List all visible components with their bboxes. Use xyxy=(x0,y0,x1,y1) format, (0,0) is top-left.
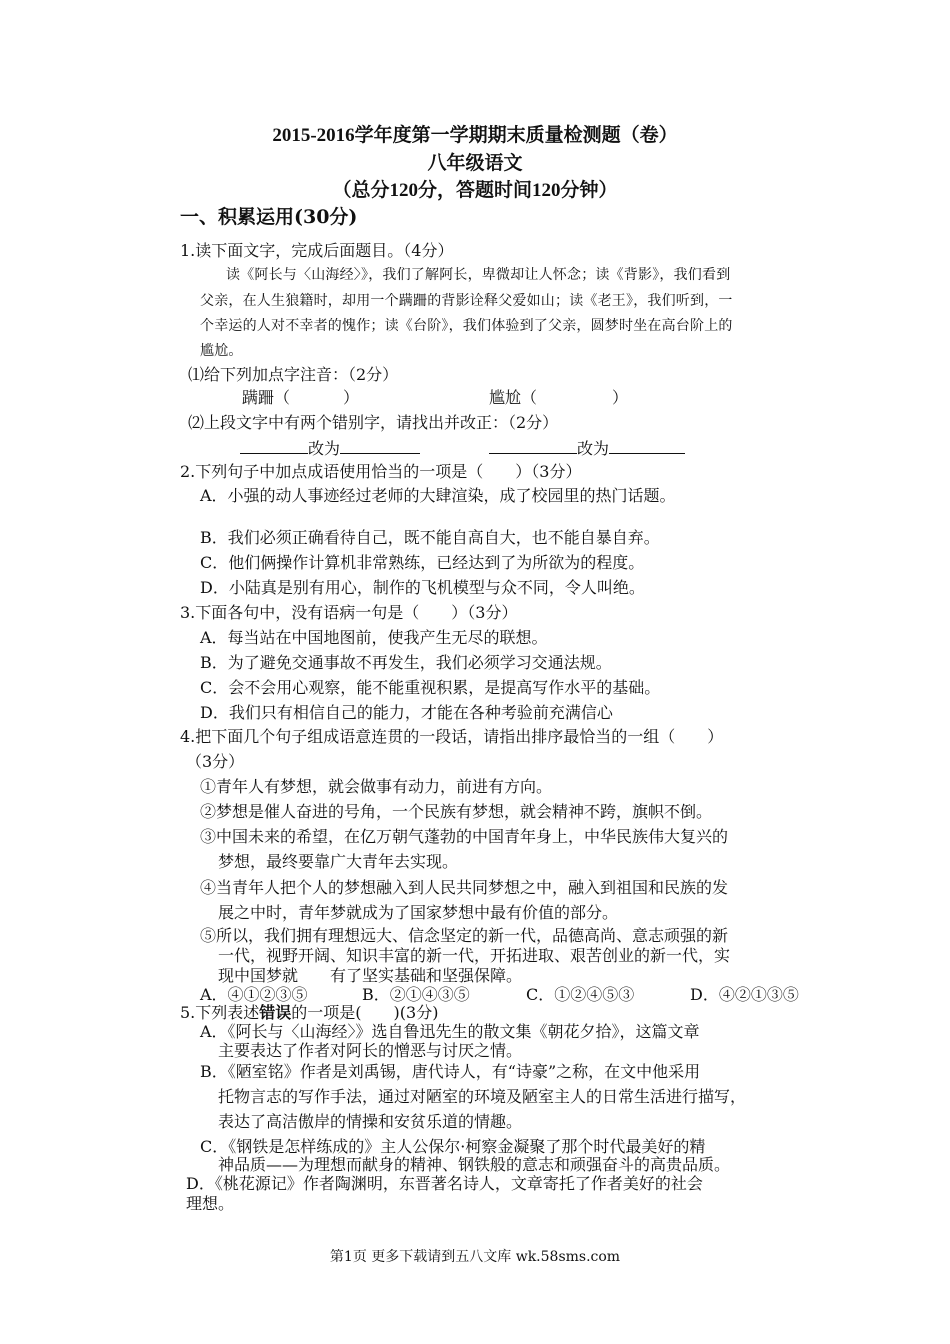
q4-option-a: A．④①②③⑤ xyxy=(200,985,308,1004)
answer-blank[interactable] xyxy=(240,438,308,454)
page-subtitle: 八年级语文 xyxy=(427,153,523,174)
answer-blank[interactable] xyxy=(609,438,685,454)
q4-stem: 4.把下面几个句子组成语意连贯的一段话，请指出排序最恰当的一组（ ） xyxy=(180,727,724,746)
q4-sentence-5-cont: 现中国梦就 有了坚实基础和坚强保障。 xyxy=(218,966,523,985)
q5-option-c: C．《钢铁是怎样练成的》主人公保尔·柯察金凝聚了那个时代最美好的精 xyxy=(200,1137,706,1156)
q5-option-d-cont: 理想。 xyxy=(186,1194,235,1213)
q1-word1: 蹒跚（ xyxy=(242,388,291,407)
exam-note: （总分120分，答题时间120分钟） xyxy=(332,180,618,201)
q1-word2: 尴尬（ xyxy=(489,388,538,407)
q1-sub1: ⑴给下列加点字注音：（2分） xyxy=(188,365,399,384)
q5-option-a: A．《阿长与〈山海经〉》选自鲁迅先生的散文集《朝花夕拾》，这篇文章 xyxy=(200,1022,700,1041)
page-title: 2015-2016学年度第一学期期末质量检测题（卷） xyxy=(272,125,678,146)
q1-sub2: ⑵上段文字中有两个错别字，请找出并改正：（2分） xyxy=(188,413,559,432)
q2-option-c: C．他们俩操作计算机非常熟练，已经达到了为所欲为的程度。 xyxy=(200,553,645,572)
q1-stem: 1.读下面文字，完成后面题目。（4分） xyxy=(180,241,454,260)
q5-option-d: D．《桃花源记》作者陶渊明，东晋著名诗人，文章寄托了作者美好的社会 xyxy=(186,1174,703,1193)
q5-option-b-cont: 托物言志的写作手法，通过对陋室的环境及陋室主人的日常生活进行描写， xyxy=(218,1087,747,1106)
q1-paren1: ） xyxy=(343,388,360,407)
answer-blank[interactable] xyxy=(340,438,420,454)
section-heading: 一、积累运用(30分) xyxy=(180,206,358,228)
q4-option-b: B．②①④③⑤ xyxy=(362,985,470,1004)
q2-option-a: A．小强的动人事迹经过老师的大肆渲染，成了校园里的热门话题。 xyxy=(200,486,676,505)
q4-sentence-1: ①青年人有梦想，就会做事有动力，前进有方向。 xyxy=(200,777,553,796)
q1-correction-row-2 xyxy=(489,438,685,459)
q5-option-c-cont: 神品质——为理想而献身的精神、钢铁般的意志和顽强奋斗的高贵品质。 xyxy=(218,1155,731,1174)
q3-stem: 3.下面各句中，没有语病一句是（ ）（3分） xyxy=(180,603,518,622)
q3-option-b: B．为了避免交通事故不再发生，我们必须学习交通法规。 xyxy=(200,653,612,672)
answer-blank[interactable] xyxy=(489,438,577,454)
q1-passage-line: 父亲，在人生狼籍时，却用一个蹒跚的背影诠释父爱如山；读《老王》，我们听到，一 xyxy=(200,293,733,309)
change-label: 改为 xyxy=(308,439,341,458)
q2-stem: 2.下列句子中加点成语使用恰当的一项是（ ）（3分） xyxy=(180,462,582,481)
q3-option-a: A．每当站在中国地图前，使我产生无尽的联想。 xyxy=(200,628,548,647)
q2-option-d: D．小陆真是别有用心，制作的飞机模型与众不同，令人叫绝。 xyxy=(200,578,645,597)
q4-sentence-5-cont: 一代，视野开阔、知识丰富的新一代，开拓进取、艰苦创业的新一代，实 xyxy=(218,946,731,965)
page-footer: 第1页 更多下载请到五八文库 wk.58sms.com xyxy=(329,1249,621,1265)
q5-option-b-cont: 表达了高洁傲岸的情操和安贫乐道的情趣。 xyxy=(218,1112,523,1131)
q4-sentence-5: ⑤所以，我们拥有理想远大、信念坚定的新一代，品德高尚、意志顽强的新 xyxy=(200,926,729,945)
q4-option-d: D．④②①③⑤ xyxy=(690,985,799,1004)
change-label: 改为 xyxy=(577,439,610,458)
q4-sentence-3-cont: 梦想，最终要靠广大青年去实现。 xyxy=(218,852,459,871)
q5-option-a-cont: 主要表达了作者对阿长的憎恶与讨厌之情。 xyxy=(218,1041,523,1060)
q1-correction-row-1 xyxy=(240,438,420,459)
q2-option-b: B．我们必须正确看待自己，既不能自高自大，也不能自暴自弃。 xyxy=(200,528,660,547)
q3-option-d: D．我们只有相信自己的能力，才能在各种考验前充满信心 xyxy=(200,703,613,722)
q4-sentence-3: ③中国未来的希望，在亿万朝气蓬勃的中国青年身上，中华民族伟大复兴的 xyxy=(200,827,729,846)
q1-passage-line: 读《阿长与〈山海经〉》，我们了解阿长，卑微却让人怀念；读《背影》，我们看到 xyxy=(226,267,731,283)
q1-passage-line: 个幸运的人对不幸者的愧作；读《台阶》，我们体验到了父亲，圆梦时坐在高台阶上的 xyxy=(200,318,733,334)
q4-score: （3分） xyxy=(186,752,245,771)
q1-paren2: ） xyxy=(612,388,629,407)
q4-option-c: C．①②④⑤③ xyxy=(526,985,635,1004)
q3-option-c: C．会不会用心观察，能不能重视积累，是提高写作水平的基础。 xyxy=(200,678,661,697)
q4-sentence-4: ④当青年人把个人的梦想融入到人民共同梦想之中，融入到祖国和民族的发 xyxy=(200,878,729,897)
q1-passage-line: 尴尬。 xyxy=(200,343,243,359)
q5-option-b: B．《陋室铭》作者是刘禹锡，唐代诗人，有“诗豪”之称，在文中他采用 xyxy=(200,1062,701,1081)
q4-sentence-4-cont: 展之中时，青年梦就成为了国家梦想中最有价值的部分。 xyxy=(218,903,619,922)
q4-sentence-2: ②梦想是催人奋进的号角，一个民族有梦想，就会精神不跨，旗帜不倒。 xyxy=(200,802,713,821)
q5-stem: 5.下列表述错误的一项是( )(3分) xyxy=(180,1003,439,1022)
